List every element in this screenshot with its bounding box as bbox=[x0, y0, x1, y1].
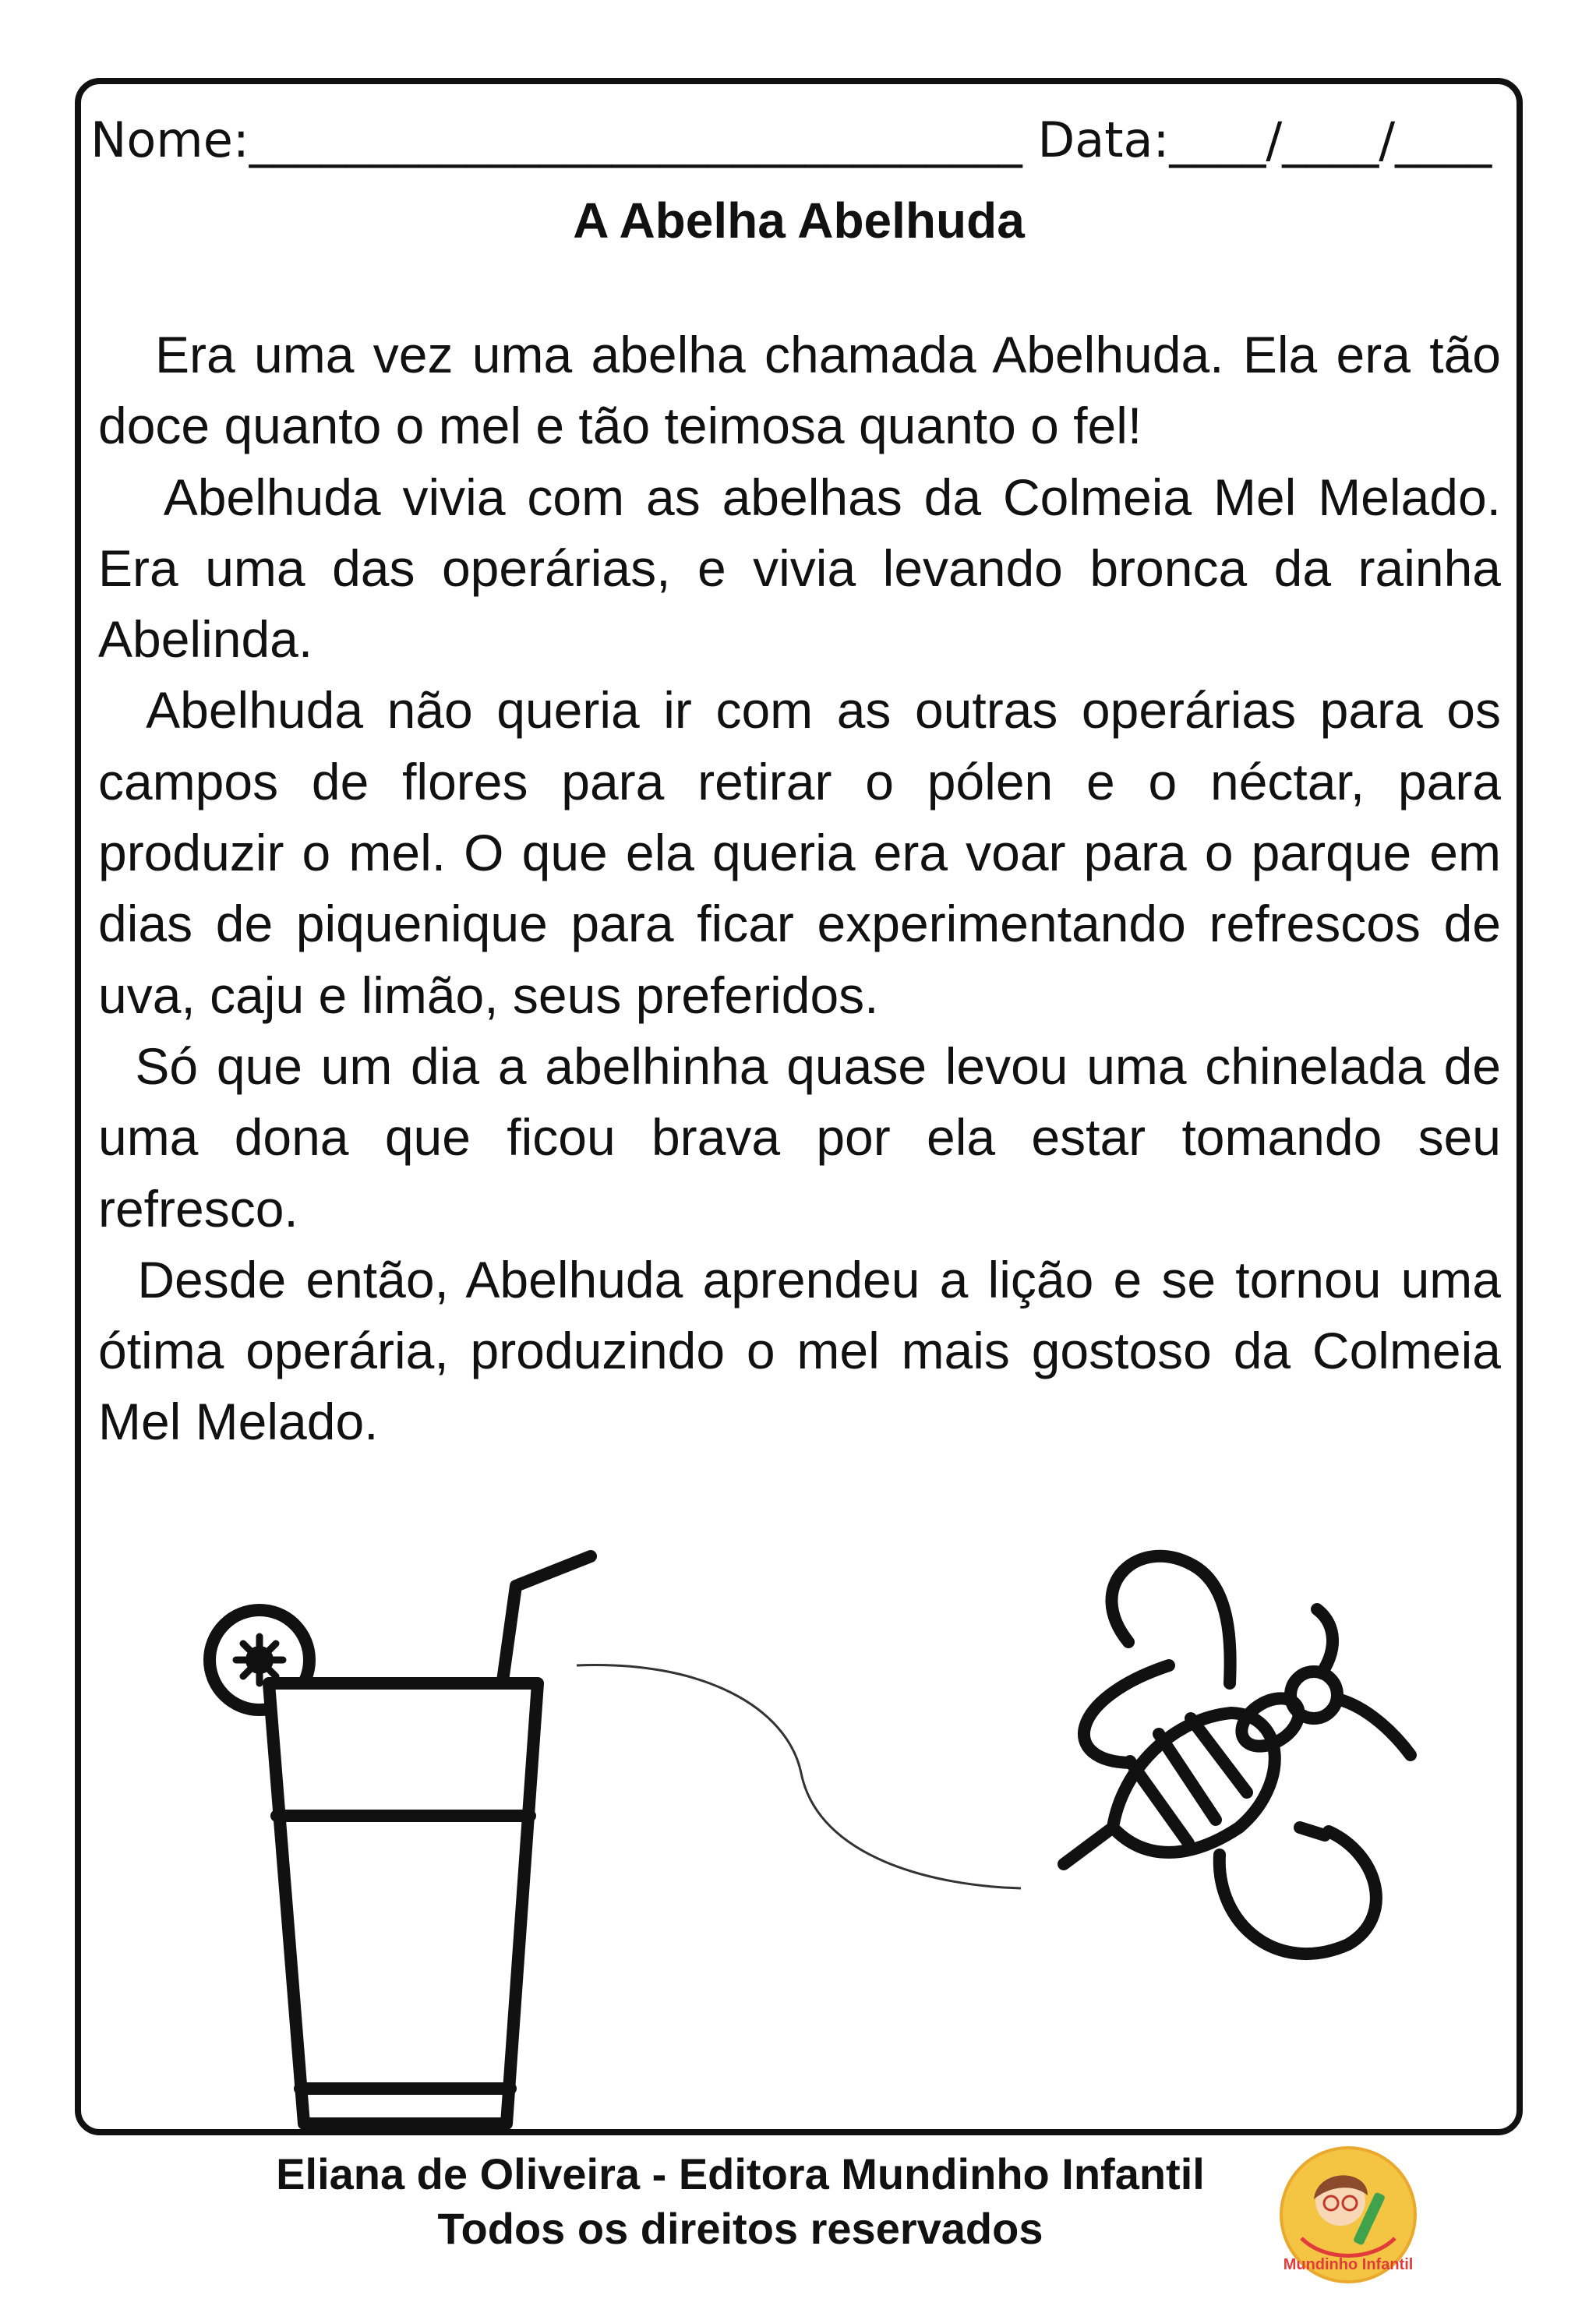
footer-rights: Todos os direitos reservados bbox=[437, 2204, 1043, 2253]
svg-text:Mundinho Infantil: Mundinho Infantil bbox=[1283, 2256, 1414, 2273]
story-paragraph: Desde então, Abelhuda aprendeu a lição e se tornou uma ótima operária, produzindo o mel mais gostoso da Colmeia Mel Melado. bbox=[98, 1250, 1516, 1451]
story-paragraph: Abelhuda não queria ir com as outras operárias para os campos de flores para retirar o pólen e o néctar, para produzir o mel. O que ela queria era voar para o parque em dias de piquenique para ficar experimentando refrescos de uva, caju e limão, seus preferidos. bbox=[98, 681, 1516, 1024]
name-blank[interactable]: ________________________________ bbox=[249, 111, 1022, 168]
story-paragraph: Só que um dia a abelhinha quase levou uma chinelada de uma dona que ficou brava por ela estar tomando seu refresco. bbox=[98, 1036, 1516, 1238]
mundinho-infantil-logo bbox=[1278, 2145, 1418, 2285]
juice-glass-icon bbox=[210, 1556, 591, 2124]
header-line bbox=[90, 105, 1501, 175]
dotted-trace-path bbox=[577, 1665, 1021, 1888]
date-blanks[interactable]: ____/____/____ bbox=[1169, 111, 1492, 168]
illustration-area bbox=[75, 1527, 1523, 2135]
footer-author: Eliana de Oliveira - Editora Mundinho Infantil bbox=[276, 2149, 1205, 2198]
name-label: Nome: bbox=[90, 111, 249, 168]
date-label: Data: bbox=[1037, 111, 1170, 168]
story-text bbox=[98, 320, 1516, 1458]
story-paragraph: Abelhuda vivia com as abelhas da Colmeia Mel Melado. Era uma das operárias, e vivia levando bronca da rainha Abelinda. bbox=[98, 468, 1516, 669]
page-title: A Abelha Abelhuda bbox=[573, 192, 1025, 249]
footer-credits bbox=[156, 2147, 1325, 2256]
bee-icon bbox=[1064, 1556, 1411, 1954]
story-paragraph: Era uma vez uma abelha chamada Abelhuda. Ela era tão doce quanto o mel e tão teimosa quanto o fel! bbox=[98, 326, 1516, 455]
